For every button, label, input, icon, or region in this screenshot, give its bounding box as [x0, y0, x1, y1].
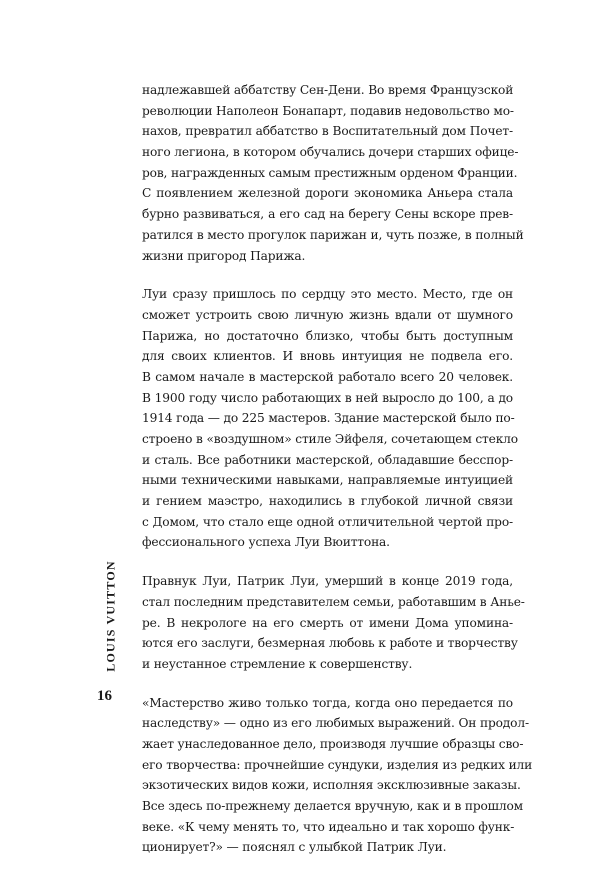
- text-line: ными техническими навыками, направляемые интуицией: [142, 473, 513, 488]
- text-line: фессионального успеха Луи Вюиттона.: [142, 535, 390, 550]
- text-line: и гением маэстро, находились в глубокой личной связи: [142, 494, 513, 509]
- text-line: Все здесь по-прежнему делается вручную, как и в прошлом: [142, 799, 523, 813]
- text-line: его творчества: прочнейшие сундуки, изделия из редких или: [142, 757, 533, 772]
- text-line: жизни пригород Парижа.: [142, 248, 306, 263]
- text-line: «Мастерство живо только тогда, когда оно передается по: [142, 695, 513, 710]
- text-line: стал последним представителем семьи, работавшим в Анье-: [142, 594, 525, 609]
- text-line: сможет устроить свою личную жизнь вдали от шумного: [142, 307, 513, 322]
- brand-label: LOUIS VUITTON: [103, 560, 117, 672]
- text-line: революции Наполеон Бонапарт, подавив недовольство мо-: [142, 103, 514, 118]
- text-line: В самом начале в мастерской работало всего 20 человек.: [142, 369, 513, 384]
- text-line: нахов, превратил аббатство в Воспитательный дом Почет-: [142, 124, 513, 139]
- text-line: Правнук Луи, Патрик Луи, умерший в конце 2019 года,: [142, 574, 513, 589]
- page-number: 16: [97, 688, 112, 704]
- text-line: ционирует?» — пояснял с улыбкой Патрик Луи.: [142, 840, 447, 855]
- text-line: надлежавшей аббатству Сен-Дени. Во время Французской: [142, 83, 514, 97]
- text-line: ного легиона, в котором обучались дочери старших офице-: [142, 145, 519, 160]
- body-text: [142, 80, 533, 876]
- text-line: 1914 года — до 225 мастеров. Здание мастерской было по-: [142, 411, 515, 426]
- text-line: строено в «воздушном» стиле Эйфеля, сочетающем стекло: [142, 432, 518, 446]
- text-line: наследству» — одно из его любимых выражений. Он продол-: [142, 716, 529, 731]
- text-line: бурно развиваться, а его сад на берегу Сены вскоре прев-: [142, 207, 513, 222]
- running-header-brand: [103, 557, 118, 675]
- paragraph-4: [142, 693, 533, 859]
- text-line: с Домом, что стало еще одной отличительной чертой про-: [142, 514, 513, 529]
- text-line: Луи сразу пришлось по сердцу это место. Место, где он: [142, 287, 513, 302]
- text-line: ре. В некрологе на его смерть от имени Дома упомина-: [142, 615, 513, 630]
- text-line: ются его заслуги, безмерная любовь к работе и творчеству: [142, 636, 518, 651]
- text-line: С появлением железной дороги экономика Аньера стала: [142, 186, 513, 201]
- text-line: и неустанное стремление к совершенству.: [142, 656, 413, 671]
- text-line: ров, награжденных самым престижным орденом Франции.: [142, 165, 518, 180]
- paragraph-3: [142, 571, 525, 674]
- text-line: В 1900 году число работающих в ней выросло до 100, а до: [142, 390, 513, 405]
- text-line: и сталь. Все работники мастерской, обладавшие бесспор-: [142, 452, 513, 467]
- paragraph-2: [142, 284, 518, 553]
- text-line: для своих клиентов. И вновь интуиция не подвела его.: [142, 349, 513, 364]
- text-line: веке. «К чему менять то, что идеально и так хорошо функ-: [142, 819, 515, 834]
- paragraph-1: [142, 80, 524, 266]
- text-line: Парижа, но достаточно близко, чтобы быть доступным: [142, 328, 513, 343]
- text-line: жает унаследованное дело, производя лучшие образцы сво-: [142, 736, 524, 751]
- text-line: экзотических видов кожи, исполняя эксклюзивные заказы.: [142, 778, 521, 793]
- text-line: ратился в место прогулок парижан и, чуть позже, в полный: [142, 227, 524, 242]
